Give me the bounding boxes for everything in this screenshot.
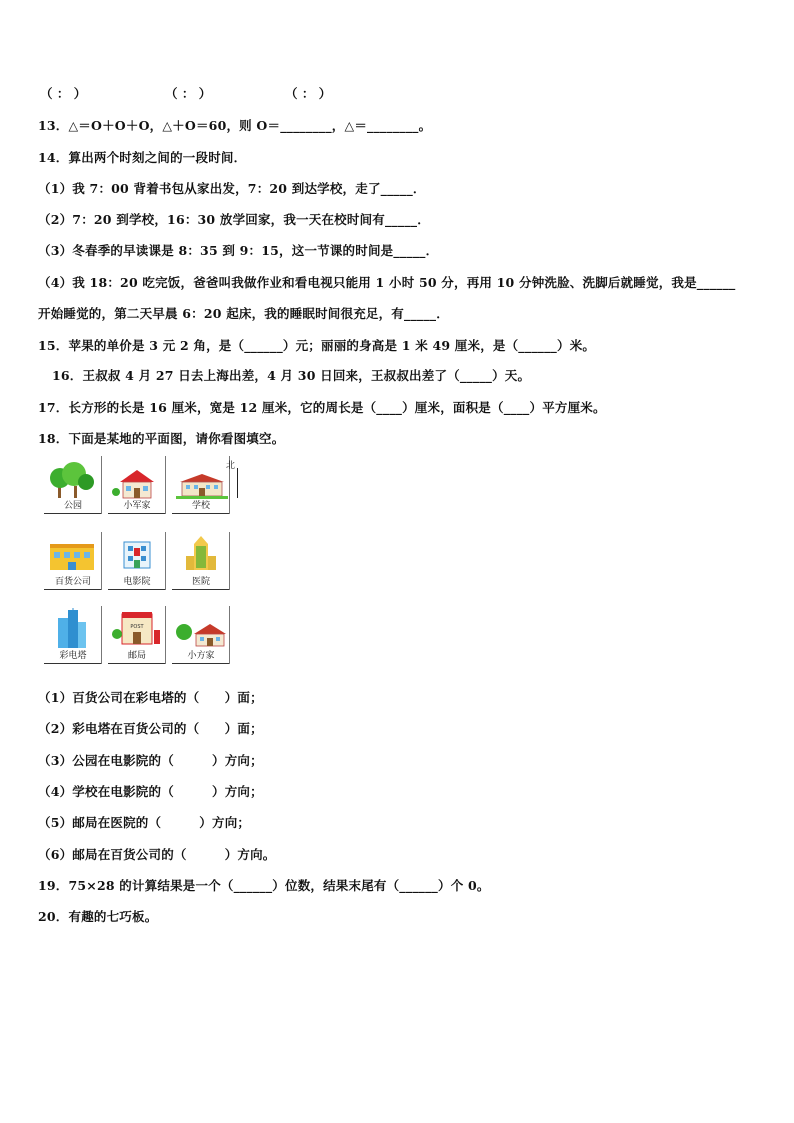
map-label-xiaojun-home: 小军家 — [123, 501, 151, 511]
map-label-department-store: 百货公司 — [54, 577, 91, 587]
hospital-icon — [176, 534, 226, 574]
map-cell-tv-tower — [44, 606, 102, 664]
map-cell-cinema — [108, 532, 166, 590]
question-15: 15．苹果的单价是 3 元 2 角，是（______）元；丽丽的身高是 1 米 49 厘米，是（______）米。 — [38, 338, 596, 353]
house-icon — [176, 608, 228, 652]
map-cell-park — [44, 456, 102, 514]
question-18-item-5: （5）邮局在医院的（ ）方向； — [38, 815, 251, 830]
map-cell-xiaojun-home — [108, 456, 166, 514]
answer-paren-1: （ ： ） — [40, 86, 87, 101]
question-18-item-2: （2）彩电塔在百货公司的（ ）面； — [38, 721, 263, 736]
plan-map — [44, 456, 244, 671]
question-13: 13．△＝O＋O＋O，△＋O＝60，则 O＝________，△＝________。 — [38, 118, 432, 133]
question-20: 20．有趣的七巧板。 — [38, 909, 158, 924]
map-cell-department-store — [44, 532, 102, 590]
answer-paren-3: （ ： ） — [285, 86, 332, 101]
question-16: 16．王叔叔 4 月 27 日去上海出差，4 月 30 日回来，王叔叔出差了（_____）天。 — [52, 368, 531, 383]
post-office-icon — [112, 608, 164, 652]
question-19: 19．75×28 的计算结果是一个（______）位数，结果末尾有（______）个 0。 — [38, 878, 490, 893]
map-cell-hospital — [172, 532, 230, 590]
question-14-title: 14．算出两个时刻之间的一段时间． — [38, 150, 247, 165]
house-icon — [112, 458, 162, 502]
map-label-school: 学校 — [191, 501, 210, 511]
map-label-hospital: 医院 — [191, 577, 210, 587]
map-cell-school — [172, 456, 230, 514]
cinema-icon — [112, 534, 162, 574]
tower-icon — [48, 608, 98, 652]
question-14-item-1: （1）我 7：00 背着书包从家出发，7：20 到达学校，走了_____． — [38, 181, 426, 196]
map-cell-xiaofang-home — [172, 606, 230, 664]
park-icon — [48, 458, 98, 502]
question-18-item-6: （6）邮局在百货公司的（ ）方向。 — [38, 847, 276, 862]
school-icon — [176, 458, 228, 502]
question-17: 17．长方形的长是 16 厘米，宽是 12 厘米，它的周长是（____）厘米，面积是（____）平方厘米。 — [38, 400, 606, 415]
answer-paren-2: （ ： ） — [165, 86, 212, 101]
map-label-tv-tower: 彩电塔 — [59, 651, 87, 661]
question-14-item-4: （4）我 18：20 吃完饭，爸爸叫我做作业和看电视只能用 1 小时 50 分，再用 10 分钟洗脸、洗脚后就睡觉，我是______ — [38, 275, 736, 290]
question-18-title: 18．下面是某地的平面图，请你看图填空。 — [38, 431, 285, 446]
north-label: 北 — [226, 461, 236, 471]
map-label-post-office: 邮局 — [127, 651, 146, 661]
map-label-cinema: 电影院 — [123, 577, 151, 587]
map-cell-post-office — [108, 606, 166, 664]
map-label-park: 公园 — [63, 501, 82, 511]
question-18-item-3: （3）公园在电影院的（ ）方向； — [38, 753, 263, 768]
question-14-item-2: （2）7：20 到学校，16：30 放学回家，我一天在校时间有_____． — [38, 212, 430, 227]
north-arrow-icon — [237, 468, 238, 498]
question-14-item-4-cont: 开始睡觉的，第二天早晨 6：20 起床，我的睡眠时间很充足，有_____． — [38, 306, 449, 321]
question-18-item-1: （1）百货公司在彩电塔的（ ）面； — [38, 690, 263, 705]
question-14-item-3: （3）冬春季的早读课是 8：35 到 9：15，这一节课的时间是_____． — [38, 243, 439, 258]
question-18-item-4: （4）学校在电影院的（ ）方向； — [38, 784, 263, 799]
map-label-xiaofang-home: 小方家 — [187, 651, 215, 661]
store-icon — [48, 534, 98, 574]
svg-text:POST: POST — [130, 624, 144, 630]
